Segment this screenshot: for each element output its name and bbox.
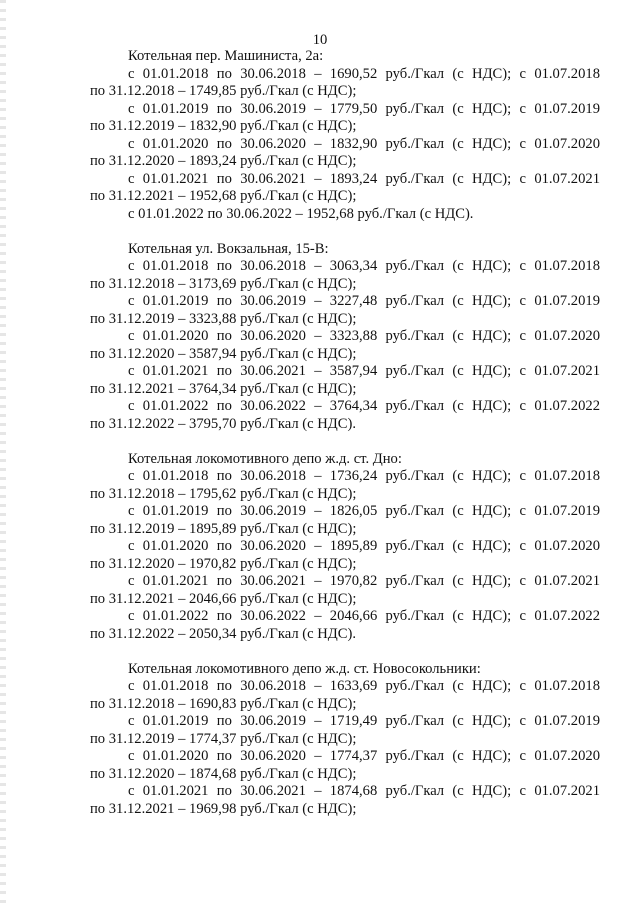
tariff-line-continuation: по 31.12.2021 – 2046,66 руб./Гкал (с НДС); bbox=[90, 590, 357, 607]
tariff-line-continuation: по 31.12.2021 – 1952,68 руб./Гкал (с НДС); bbox=[90, 188, 357, 204]
tariff-line-continuation: по 31.12.2018 – 1795,62 руб./Гкал (с НДС); bbox=[90, 485, 357, 502]
tariff-line: с 01.01.2019 по 30.06.2019 – 1719,49 руб./Гкал (с НДС); с 01.07.2019 bbox=[128, 713, 600, 729]
tariff-line-continuation: по 31.12.2020 – 1874,68 руб./Гкал (с НДС); bbox=[90, 765, 357, 782]
boiler-section bbox=[90, 661, 600, 819]
boiler-section bbox=[90, 48, 600, 223]
tariff-line: с 01.01.2018 по 30.06.2018 – 1633,69 руб./Гкал (с НДС); с 01.07.2018 bbox=[128, 678, 600, 694]
tariff-line: с 01.01.2021 по 30.06.2021 – 1893,24 руб./Гкал (с НДС); с 01.07.2021 bbox=[128, 170, 600, 187]
tariff-line: с 01.01.2019 по 30.06.2019 – 3227,48 руб./Гкал (с НДС); с 01.07.2019 bbox=[128, 293, 600, 309]
tariff-line: с 01.01.2020 по 30.06.2020 – 1832,90 руб./Гкал (с НДС); с 01.07.2020 bbox=[128, 135, 600, 152]
page-number: 10 bbox=[312, 32, 328, 48]
tariff-line: с 01.01.2021 по 30.06.2021 – 3587,94 руб./Гкал (с НДС); с 01.07.2021 bbox=[128, 363, 600, 379]
section-title: Котельная локомотивного депо ж.д. ст. Дно: bbox=[128, 450, 402, 467]
tariff-line: с 01.01.2020 по 30.06.2020 – 3323,88 руб./Гкал (с НДС); с 01.07.2020 bbox=[128, 328, 600, 344]
tariff-line-continuation: по 31.12.2020 – 1970,82 руб./Гкал (с НДС); bbox=[90, 555, 357, 572]
scan-edge bbox=[0, 0, 6, 905]
tariff-line-continuation: по 31.12.2019 – 3323,88 руб./Гкал (с НДС); bbox=[90, 310, 357, 327]
tariff-line-continuation: по 31.12.2021 – 3764,34 руб./Гкал (с НДС); bbox=[90, 380, 357, 397]
tariff-line: с 01.01.2022 по 30.06.2022 – 3764,34 руб./Гкал (с НДС); с 01.07.2022 bbox=[128, 398, 600, 414]
tariff-line: с 01.01.2020 по 30.06.2020 – 1774,37 руб./Гкал (с НДС); с 01.07.2020 bbox=[128, 748, 600, 764]
tariff-line: с 01.01.2019 по 30.06.2019 – 1779,50 руб./Гкал (с НДС); с 01.07.2019 bbox=[128, 100, 600, 117]
section-title: Котельная ул. Вокзальная, 15-В: bbox=[128, 240, 329, 257]
tariff-line: с 01.01.2021 по 30.06.2021 – 1970,82 руб./Гкал (с НДС); с 01.07.2021 bbox=[128, 573, 600, 589]
tariff-line: с 01.01.2022 по 30.06.2022 – 2046,66 руб./Гкал (с НДС); с 01.07.2022 bbox=[128, 608, 600, 624]
tariff-line-continuation: по 31.12.2018 – 1690,83 руб./Гкал (с НДС); bbox=[90, 695, 357, 712]
tariff-line: с 01.01.2019 по 30.06.2019 – 1826,05 руб./Гкал (с НДС); с 01.07.2019 bbox=[128, 503, 600, 519]
document-body bbox=[90, 48, 600, 836]
section-title: Котельная пер. Машиниста, 2а: bbox=[128, 48, 324, 64]
tariff-line: с 01.01.2020 по 30.06.2020 – 1895,89 руб./Гкал (с НДС); с 01.07.2020 bbox=[128, 538, 600, 554]
boiler-section bbox=[90, 451, 600, 644]
tariff-line: с 01.01.2018 по 30.06.2018 – 1690,52 руб./Гкал (с НДС); с 01.07.2018 bbox=[128, 65, 600, 82]
tariff-line-continuation: по 31.12.2018 – 1749,85 руб./Гкал (с НДС); bbox=[90, 83, 357, 99]
tariff-line-continuation: по 31.12.2018 – 3173,69 руб./Гкал (с НДС); bbox=[90, 275, 357, 292]
tariff-line-continuation: по 31.12.2022 – 2050,34 руб./Гкал (с НДС). bbox=[90, 625, 357, 642]
tariff-line: с 01.01.2018 по 30.06.2018 – 1736,24 руб./Гкал (с НДС); с 01.07.2018 bbox=[128, 468, 600, 484]
section-title: Котельная локомотивного депо ж.д. ст. Новосокольники: bbox=[128, 660, 481, 677]
boiler-section bbox=[90, 241, 600, 434]
tariff-line-continuation: по 31.12.2019 – 1832,90 руб./Гкал (с НДС); bbox=[90, 118, 357, 134]
tariff-line-continuation: по 31.12.2021 – 1969,98 руб./Гкал (с НДС); bbox=[90, 800, 357, 817]
tariff-line-continuation: по 31.12.2019 – 1774,37 руб./Гкал (с НДС); bbox=[90, 730, 357, 747]
tariff-line: с 01.01.2021 по 30.06.2021 – 1874,68 руб./Гкал (с НДС); с 01.07.2021 bbox=[128, 783, 600, 799]
tariff-line-continuation: по 31.12.2020 – 3587,94 руб./Гкал (с НДС); bbox=[90, 345, 357, 362]
tariff-line: с 01.01.2018 по 30.06.2018 – 3063,34 руб./Гкал (с НДС); с 01.07.2018 bbox=[128, 258, 600, 274]
tariff-line-continuation: по 31.12.2019 – 1895,89 руб./Гкал (с НДС); bbox=[90, 520, 357, 537]
tariff-line-continuation: по 31.12.2022 – 3795,70 руб./Гкал (с НДС). bbox=[90, 415, 357, 432]
tariff-line: с 01.01.2022 по 30.06.2022 – 1952,68 руб./Гкал (с НДС). bbox=[128, 205, 474, 222]
tariff-line-continuation: по 31.12.2020 – 1893,24 руб./Гкал (с НДС); bbox=[90, 153, 357, 169]
